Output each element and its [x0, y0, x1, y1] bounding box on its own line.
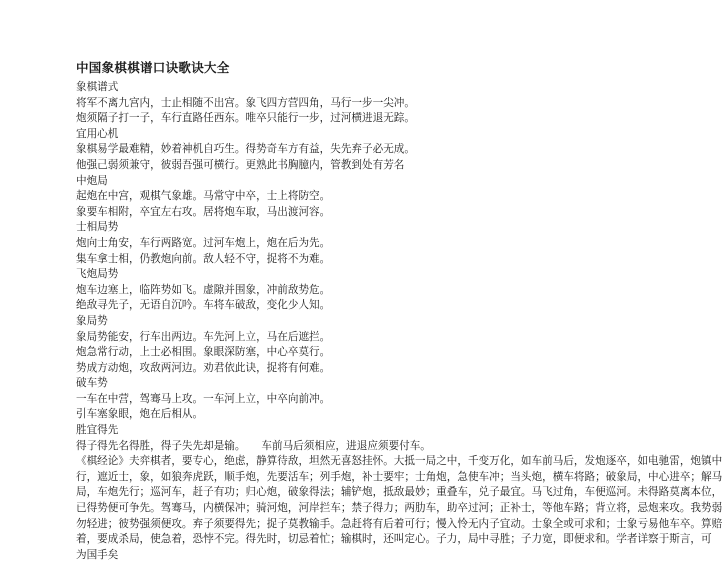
text-line: 起炮在中宫，观棋气象雄。马常守中卒，士上将防空。 [76, 190, 331, 203]
text-line: 将军不离九宫内，士止相随不出宫。象飞四方营四角，马行一步一尖冲。 [76, 96, 415, 109]
text-line: 绝敌寻先子，无语自沉吟。车将车破敌，变化少人知。 [76, 299, 331, 312]
section-heading: 宜用心机 [76, 127, 119, 140]
text-line: 集车拿士相，仍教炮向前。敌人轻不守，捉将不为难。 [76, 252, 331, 265]
text-line: 象要车相附，卒宜左右攻。居将炮车取，马出渡河容。 [76, 205, 331, 218]
text-line: 炮须隔子打一子，车行直路任西东。唯卒只能行一步，过河横进退无踪。 [76, 112, 415, 125]
text-line: 炮急常行动，上士必相围。象眼深防塞，中心卒莫行。 [76, 346, 331, 359]
text-line: 着，要成杀局，使急着，恐悖不完。得先时，切忌着忙；输棋时，还叫定心。子力，局中寻胜；子力宽，即便求和。学者详察于斯言，可 [76, 533, 712, 546]
document-title: 中国象棋棋谱口诀歌诀大全 [76, 60, 230, 75]
text-line: 《棋经论》夫弈棋者，要专心，绝虑，静算待敌，坦然无喜怒挂怀。大抵一局之中，千变万化，如车前马后，发炮逐卒，如电驰雷，炮镇中 [76, 455, 722, 468]
section-heading: 象局势 [76, 314, 108, 327]
text-line: 势成方动炮，攻敌两河边。劝君依此诀，捉将有何难。 [76, 361, 331, 374]
text-line: 炮车边塞上，临阵势如飞。虚隙并围象，冲前敌势危。 [76, 283, 331, 296]
text-line: 象棋易学最难精，妙着神机自巧生。得势奇车方有益，失先弃子必无成。 [76, 143, 415, 156]
section-heading: 士相局势 [76, 221, 119, 234]
section-heading: 胜宜得先 [76, 424, 119, 437]
text-line: 引车塞象眼，炮在后相从。 [76, 408, 204, 421]
text-line: 已得势便可争先。驾骞马，内横保冲；骑河炮，河岸拦车；禁子得力；两肋车，助卒过河；正补士，等他车路；背立将，忌炮来攻。我势弱 [76, 502, 722, 515]
section-heading: 象棋谱式 [76, 81, 119, 93]
text-line: 得子得先名得胜，得子失先却是输。 车前马后须相应，进退应须要付车。 [76, 439, 431, 452]
document-body [76, 80, 722, 563]
text-line: 一车在中营，驾骞马上攻。一车河上立，中卒向前冲。 [76, 392, 331, 405]
section-heading: 飞炮局势 [76, 268, 119, 281]
section-heading: 破车势 [76, 377, 108, 390]
text-line: 为国手矣 [76, 548, 119, 561]
section-heading: 中炮局 [76, 174, 108, 187]
text-line: 局，车炮先行；巡河车，赶子有功；归心炮，破象得法；辅铲炮，抵敌最妙；重叠车，兑子最宜。马飞过角，车便巡河。未得路莫离本位， [76, 486, 722, 499]
text-line: 他强己弱须兼守，彼弱吾强可横行。更熟此书胸臆内，管教到处有芳名 [76, 158, 405, 171]
text-line: 勿轻进；彼势强须便攻。弃子须要得先；捉子莫教输手。急赶将有后着可行；慢入怜无内子宜动。士象全或可求和；士象亏易他车卒。算赔 [76, 517, 722, 530]
text-line: 炮向士角安，车行两路宽。过河车炮上，炮在后为先。 [76, 236, 331, 249]
text-line: 行，遮近士，象，如狼奔虎跃，顺手炮，先要活车；列手炮，补士要牢；士角炮，急使车冲；当头炮，横车将路；破象局，中心进卒；解马 [76, 470, 722, 483]
text-line: 象局势能安，行车出两边。车先河上立，马在后遮拦。 [76, 330, 331, 343]
